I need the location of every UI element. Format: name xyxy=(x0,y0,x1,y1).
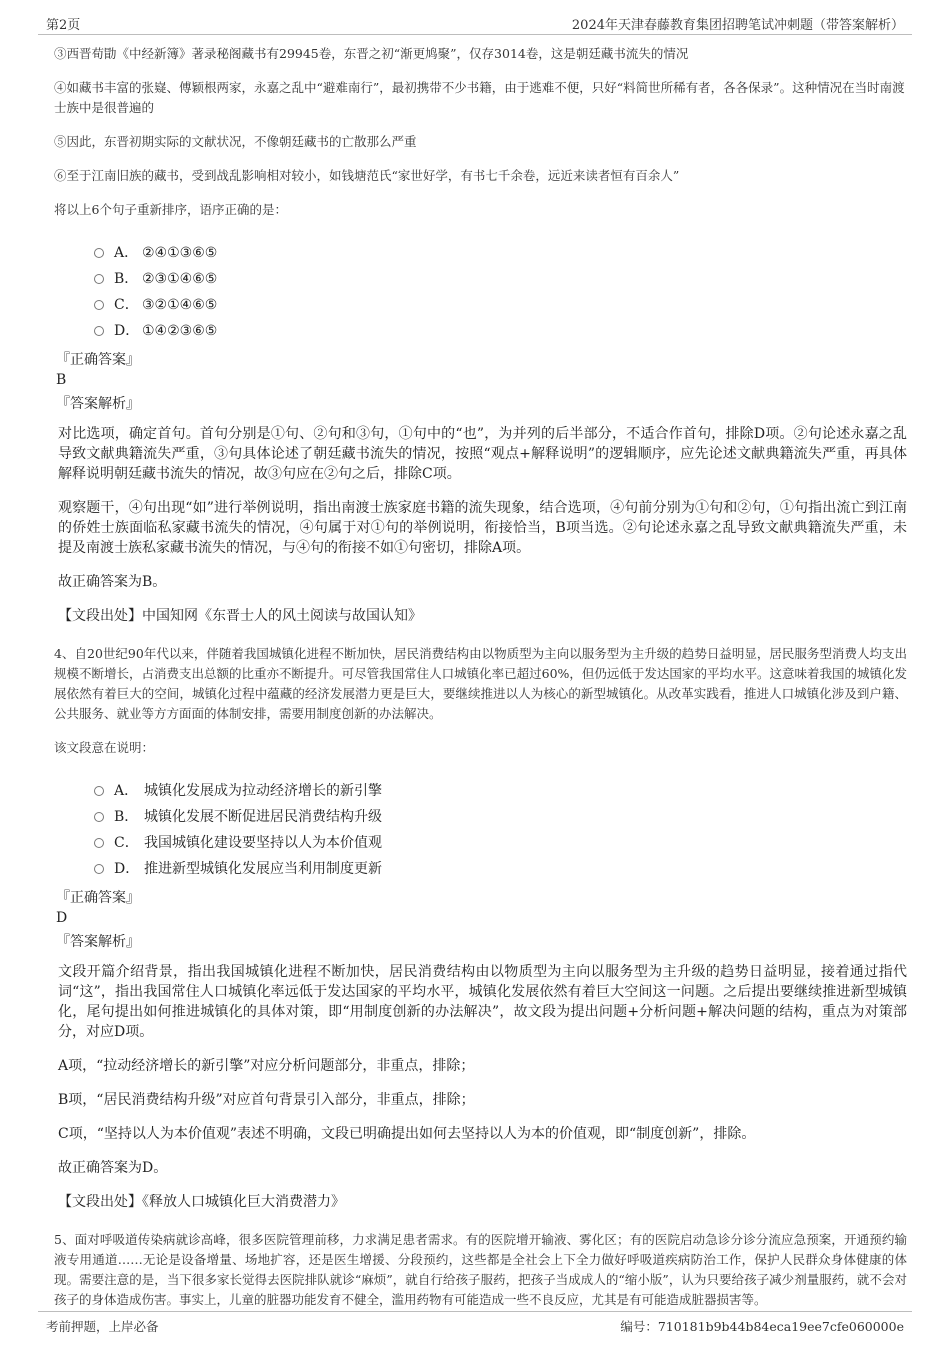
option-text: 推进新型城镇化发展应当利用制度更新 xyxy=(144,861,382,877)
radio-icon[interactable] xyxy=(94,300,104,310)
option-text: ③②①④⑥⑤ xyxy=(142,297,218,313)
option-d[interactable] xyxy=(94,318,907,344)
radio-icon[interactable] xyxy=(94,864,104,874)
option-c[interactable] xyxy=(94,292,907,318)
analysis-conclusion: 故正确答案为B。 xyxy=(58,574,167,590)
option-text: ①④②③⑥⑤ xyxy=(142,323,218,339)
answer-heading: 『正确答案』 xyxy=(56,890,140,906)
analysis-paragraph: A项，“拉动经济增长的新引擎”对应分析问题部分，非重点，排除； xyxy=(58,1058,475,1074)
analysis-paragraph: C项，“坚持以人为本价值观”表述不明确，文段已明确提出如何去坚持以人为本的价值观，即“制度创新”，排除。 xyxy=(58,1126,756,1142)
analysis-heading: 『答案解析』 xyxy=(56,934,140,950)
option-letter: D． xyxy=(114,861,140,877)
analysis-paragraph: 对比选项，确定首句。首句分别是①句、②句和③句，①句中的“也”，为并列的后半部分，不适合作首句，排除D项。②句论述永嘉之乱导致文献典籍流失严重，③句具体论述了朝廷藏书流失的情况，按照“观点+解释说明”的逻辑顺序，应先论述文献典籍流失严重，再具体解释说明朝廷藏书流失的情况，故③句应在②句之后，排除C项。 xyxy=(58,426,907,482)
answer-value: B xyxy=(56,372,67,388)
analysis-heading: 『答案解析』 xyxy=(56,396,140,412)
option-text: 我国城镇化建设要坚持以人为本价值观 xyxy=(144,835,382,851)
option-text: 城镇化发展成为拉动经济增长的新引擎 xyxy=(144,783,382,799)
question-text: 4、自20世纪90年代以来，伴随着我国城镇化进程不断加快，居民消费结构由以物质型为主向以服务型为主升级的趋势日益明显，居民服务型消费人均支出规模不断增长，占消费支出总额的比重亦不断提升。可尽管我国常住人口城镇化率已超过60%，但仍远低于发达国家的平均水平。这意味着我国的城镇化发展依然有着巨大的空间，城镇化过程中蕴藏的经济发展潜力更是巨大，要继续推进以人为核心的新型城镇化。从改革实践看，推进人口城镇化涉及到户籍、公共服务、就业等方方面面的体制安排，需要用制度创新的办法解决。 xyxy=(54,646,907,721)
option-text: 城镇化发展不断促进居民消费结构升级 xyxy=(144,809,382,825)
sentence-3: ③西晋荀勖《中经新簿》著录秘阁藏书有29945卷，东晋之初“渐更鸠聚”，仅存3014卷，这是朝廷藏书流失的情况 xyxy=(54,46,689,61)
option-letter: B． xyxy=(114,271,139,287)
source-citation: 【文段出处】《释放人口城镇化巨大消费潜力》 xyxy=(58,1194,345,1210)
page-number: 第2页 xyxy=(46,18,81,33)
analysis-paragraph: 观察题干，④句出现“如”进行举例说明，指出南渡士族家庭书籍的流失现象，结合选项，④句前分别为①句和②句，①句指出流亡到江南的侨姓士族面临私家藏书流失的情况，④句属于对①句的举例说明，衔接恰当，B项当选。②句论述永嘉之乱导致文献典籍流失严重，未提及南渡士族私家藏书流失的情况，与④句的衔接不如①句密切，排除A项。 xyxy=(58,500,907,556)
main-content xyxy=(52,44,907,1324)
option-b[interactable] xyxy=(94,266,907,292)
page-header xyxy=(38,12,912,35)
option-letter: C． xyxy=(114,297,139,313)
answer-value: D xyxy=(56,910,68,926)
option-b[interactable] xyxy=(94,804,907,830)
radio-icon[interactable] xyxy=(94,248,104,258)
radio-icon[interactable] xyxy=(94,326,104,336)
option-text: ②④①③⑥⑤ xyxy=(142,245,218,261)
option-letter: B． xyxy=(114,809,139,825)
source-citation: 【文段出处】中国知网《东晋士人的风土阅读与故国认知》 xyxy=(58,608,422,624)
analysis-paragraph: B项，“居民消费结构升级”对应首句背景引入部分，非重点，排除； xyxy=(58,1092,475,1108)
radio-icon[interactable] xyxy=(94,838,104,848)
option-text: ②③①④⑥⑤ xyxy=(142,271,218,287)
answer-heading: 『正确答案』 xyxy=(56,352,140,368)
page-footer xyxy=(38,1311,912,1336)
document-id: 编号：710181b9b44b84eca19ee7cfe060000e xyxy=(620,1319,904,1334)
radio-icon[interactable] xyxy=(94,274,104,284)
option-d[interactable] xyxy=(94,856,907,882)
option-c[interactable] xyxy=(94,830,907,856)
document-title: 2024年天津春藤教育集团招聘笔试冲刺题（带答案解析） xyxy=(571,18,904,33)
option-letter: A． xyxy=(114,783,139,799)
option-letter: C． xyxy=(114,835,139,851)
option-list xyxy=(94,240,907,344)
question-text: 5、面对呼吸道传染病就诊高峰，很多医院管理前移，力求满足患者需求。有的医院增开输液、雾化区；有的医院启动急诊分诊分流应急预案，开通预约输液专用通道……无论是设备增量、场地扩容，还是医生增援、分段预约，这些都是全社会上下全力做好呼吸道疾病防治工作，保护人民群众身体健康的体现。需要注意的是，当下很多家长觉得去医院排队就诊“麻烦”，就自行给孩子服药，把孩子当成成人的“缩小版”，认为只要给孩子减少剂量服药，就不会对孩子的身体造成伤害。事实上，儿童的脏器功能发育不健全，滥用药物有可能造成一些不良反应，尤其是有可能造成脏器损害等。 xyxy=(54,1232,907,1307)
radio-icon[interactable] xyxy=(94,786,104,796)
option-list xyxy=(94,778,907,882)
sentence-4: ④如藏书丰富的张嶷、傅颖根两家，永嘉之乱中“避难南行”，最初携带不少书籍，由于逃难不便，只好“料简世所稀有者，各各保录”。这种情况在当时南渡士族中是很普遍的 xyxy=(54,80,905,115)
footer-slogan: 考前押题，上岸必备 xyxy=(46,1319,159,1334)
question-5 xyxy=(52,1230,907,1310)
option-letter: D． xyxy=(114,323,140,339)
analysis-conclusion: 故正确答案为D。 xyxy=(58,1160,168,1176)
analysis-paragraph: 文段开篇介绍背景，指出我国城镇化进程不断加快，居民消费结构由以物质型为主向以服务型为主升级的趋势日益明显，接着通过指代词“这”，指出我国常住人口城镇化率远低于发达国家的平均水平，城镇化发展依然有着巨大空间这一问题。之后提出要继续推进新型城镇化，尾句提出如何推进城镇化的具体对策，即“用制度创新的办法解决”，故文段为提出问题+分析问题+解决问题的结构，重点为对策部分，对应D项。 xyxy=(58,964,907,1040)
question-prompt: 该文段意在说明： xyxy=(54,740,155,755)
radio-icon[interactable] xyxy=(94,812,104,822)
question-3 xyxy=(52,44,907,626)
option-a[interactable] xyxy=(94,240,907,266)
sentence-5: ⑤因此，东晋初期实际的文献状况，不像朝廷藏书的亡散那么严重 xyxy=(54,134,417,149)
option-a[interactable] xyxy=(94,778,907,804)
question-prompt: 将以上6个句子重新排序，语序正确的是： xyxy=(54,202,287,217)
question-4 xyxy=(52,644,907,1212)
sentence-6: ⑥至于江南旧族的藏书，受到战乱影响相对较小，如钱塘范氏“家世好学，有书七千余卷，远近来读者恒有百余人” xyxy=(54,168,680,183)
option-letter: A． xyxy=(114,245,139,261)
